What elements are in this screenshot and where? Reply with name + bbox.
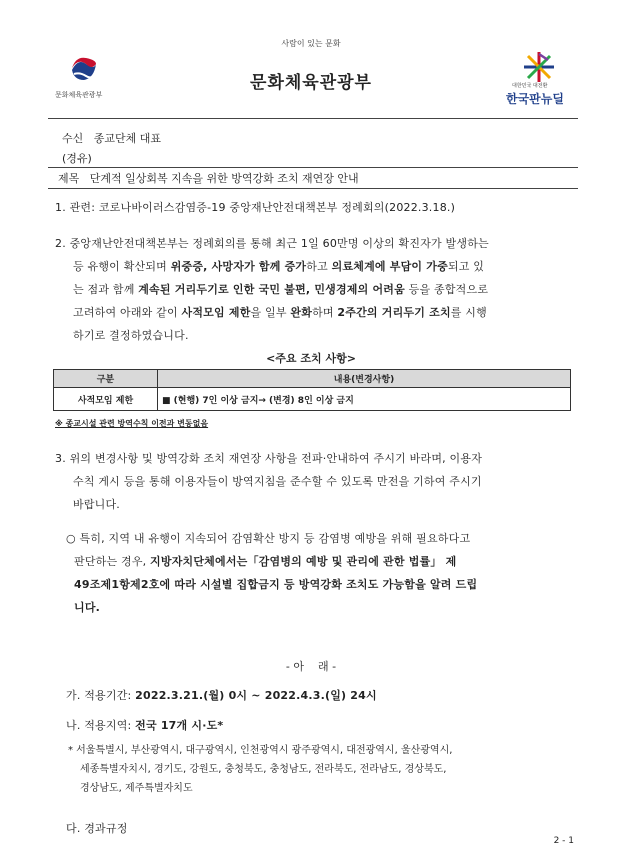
- text-run: 하고: [306, 260, 332, 273]
- table-header-cell: 구분: [54, 370, 158, 388]
- emphasis: 사적모임 제한: [181, 306, 251, 319]
- subject-label: 제목: [58, 172, 80, 185]
- period-line: [66, 684, 377, 707]
- text-run: 하기로 결정하였습니다.: [73, 329, 189, 342]
- subject: 단계적 일상회복 지속을 위한 방역강화 조치 재연장 안내: [89, 172, 359, 185]
- slogan: 사람이 있는 문화: [281, 39, 341, 48]
- measures-table: [53, 369, 571, 411]
- emphasis: 지방자치단체에서는「감염병의 예방 및 관리에 관한 법률」 제: [150, 555, 457, 568]
- table-note: ※ 종교시설 관련 방역수칙 이전과 변동없음: [55, 419, 209, 428]
- divider: [48, 167, 578, 168]
- line: 세종특별자치시, 경기도, 강원도, 충청북도, 충청남도, 전라북도, 전라남도, 경상북도,: [80, 764, 447, 775]
- text-run: ○ 특히, 지역 내 유행이 지속되어 감염확산 방지 등 감염병 예방을 위해 필요하다고: [66, 532, 471, 545]
- page-number: 2 - 1: [553, 836, 574, 846]
- recipient-line: [62, 132, 161, 146]
- circle-paragraph: [66, 527, 477, 619]
- text-run: 2. 중앙재난안전대책본부는 정례회의를 통해 최근 1일 60만명 이상의 확진자가 발생하는: [55, 237, 489, 250]
- text-run: 고려하여 아래와 같이: [73, 306, 182, 319]
- emphasis: 2주간의 거리두기 조치: [337, 306, 451, 319]
- ministry-title: 문화체육관광부: [250, 73, 372, 93]
- emphasis: 니다.: [74, 601, 101, 614]
- recipient-label: 수신: [62, 132, 84, 145]
- line: 바랍니다.: [73, 498, 121, 511]
- text-run: 하며: [312, 306, 338, 319]
- new-deal-star-icon: [522, 50, 556, 84]
- regions-list: [68, 741, 452, 798]
- divider: [48, 188, 578, 189]
- brand-sub: 대한민국 대전환: [512, 83, 548, 89]
- text-run: 나. 적용지역:: [66, 719, 136, 732]
- paragraph-2: [55, 232, 575, 347]
- table-cell: ■ (현행) 7인 이상 금지→ (변경) 8인 이상 금지: [158, 388, 571, 411]
- recipient: 종교단체 대표: [93, 132, 162, 145]
- text-run: 등 유행이 확산되며: [73, 260, 171, 273]
- text-run: 을 일부: [250, 306, 291, 319]
- subject-line: [58, 172, 359, 186]
- brand-name: 한국판뉴딜: [506, 92, 564, 106]
- below-heading: - 아 래 -: [285, 660, 337, 673]
- line: * 서울특별시, 부산광역시, 대구광역시, 인천광역시 광주광역시, 대전광역시, 울산광역시,: [68, 745, 453, 756]
- emphasis: 완화: [290, 306, 313, 319]
- line: 경상남도, 제주특별자치도: [80, 783, 193, 794]
- via: (경유): [62, 152, 92, 165]
- emphasis: 의료체계에 부담이 가중: [331, 260, 448, 273]
- table-cell: 사적모임 제한: [54, 388, 158, 411]
- emphasis: 계속된 거리두기로 인한 국민 불편, 민생경제의 어려움: [138, 283, 405, 296]
- text-run: 가. 적용기간:: [66, 689, 136, 702]
- text-run: 를 시행: [450, 306, 487, 319]
- table-title: <주요 조치 사항>: [266, 352, 356, 365]
- paragraph-3: [55, 447, 482, 516]
- table-header-row: [54, 370, 571, 388]
- text-run: 되고 있: [447, 260, 485, 273]
- table-header-cell: 내용(변경사항): [158, 370, 571, 388]
- table-row: [54, 388, 571, 411]
- line: 수칙 게시 등을 통해 이용자들이 방역지침을 준수할 수 있도록 만전을 기하여 주시기: [73, 475, 482, 488]
- emphasis: 2022.3.21.(월) 0시 ~ 2022.4.3.(일) 24시: [135, 689, 377, 702]
- emphasis: 전국 17개 시·도*: [135, 719, 224, 732]
- divider: [48, 118, 578, 119]
- text-run: 판단하는 경우,: [74, 555, 151, 568]
- line: 3. 위의 변경사항 및 방역강화 조치 재연장 사항을 전파·안내하여 주시기 바라며, 이용자: [55, 452, 483, 465]
- region-line: [66, 714, 223, 737]
- text-run: 등을 종합적으로: [404, 283, 489, 296]
- text-run: 는 점과 함께: [73, 283, 139, 296]
- paragraph-1: 1. 관련: 코로나바이러스감염증-19 중앙재난안전대책본부 정례회의(2022.3.18.): [55, 201, 456, 214]
- emphasis: 49조제1항제2호에 따라 시설별 집합금지 등 방역강화 조치도 가능함을 알려 드립: [74, 578, 478, 591]
- transitional-provision: 다. 경과규정: [66, 822, 128, 835]
- ministry-logo-text: 문화체육관광부: [55, 91, 103, 99]
- emphasis: 위중증, 사망자가 함께 증가: [170, 260, 307, 273]
